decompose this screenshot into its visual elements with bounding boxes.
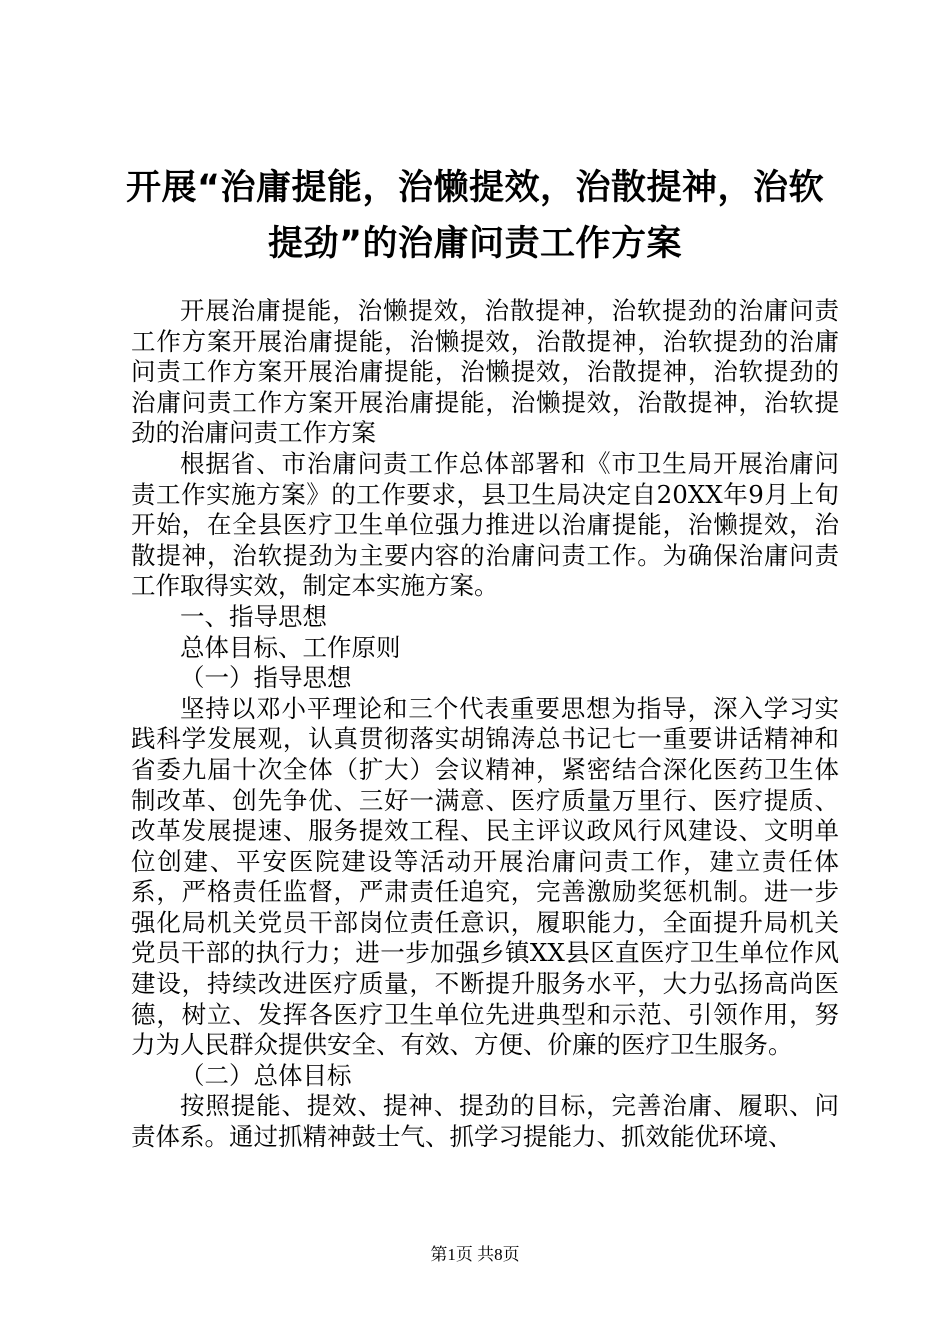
paragraph-overall-goal: 按照提能、提效、提神、提劲的目标，完善治庸、履职、问责体系。通过抓精神鼓士气、抓学习提能力、抓效能优环境、 (131, 1091, 839, 1152)
page-footer: 第1页 共8页 (430, 1245, 520, 1264)
subsection-heading-guiding-thought: （一）指导思想 (180, 663, 352, 693)
subsection-heading-overall-goal: （二）总体目标 (180, 1060, 352, 1090)
title-line-2: 提劲”的治庸问责工作方案 (267, 224, 682, 264)
document-title (110, 160, 840, 272)
paragraph-basis: 根据省、市治庸问责工作总体部署和《市卫生局开展治庸问责工作实施方案》的工作要求，县卫生局决定自20XX年9月上旬开始，在全县医疗卫生单位强力推进以治庸提能，治懒提效，治散提神，治软提劲为主要内容的治庸问责工作。为确保治庸问责工作取得实效，制定本实施方案。 (131, 448, 839, 601)
section-heading-goals-principles: 总体目标、工作原则 (180, 632, 401, 662)
title-line-1: 开展“治庸提能，治懒提效，治散提神，治软 (125, 168, 824, 208)
paragraph-intro: 开展治庸提能，治懒提效，治散提神，治软提劲的治庸问责工作方案开展治庸提能，治懒提效，治散提神，治软提劲的治庸问责工作方案开展治庸提能，治懒提效，治散提神，治软提劲的治庸问责工作方案开展治庸提能，治懒提效，治散提神，治软提劲的治庸问责工作方案 (131, 296, 839, 448)
document-body (131, 296, 839, 1153)
section-heading-guiding-thought: 一、指导思想 (180, 601, 327, 631)
paragraph-guiding-thought: 坚持以邓小平理论和三个代表重要思想为指导，深入学习实践科学发展观，认真贯彻落实胡锦涛总书记七一重要讲话精神和省委九届十次全体（扩大）会议精神，紧密结合深化医药卫生体制改革、创先争优、三好一满意、医疗质量万里行、医疗提质、改革发展提速、服务提效工程、民主评议政风行风建设、文明单位创建、平安医院建设等活动开展治庸问责工作，建立责任体系，严格责任监督，严肃责任追究，完善激励奖惩机制。进一步强化局机关党员干部岗位责任意识，履职能力，全面提升局机关党员干部的执行力；进一步加强乡镇XX县区直医疗卫生单位作风建设，持续改进医疗质量，不断提升服务水平，大力弘扬高尚医德，树立、发挥各医疗卫生单位先进典型和示范、引领作用，努力为人民群众提供安全、有效、方便、价廉的医疗卫生服务。 (131, 693, 839, 1060)
